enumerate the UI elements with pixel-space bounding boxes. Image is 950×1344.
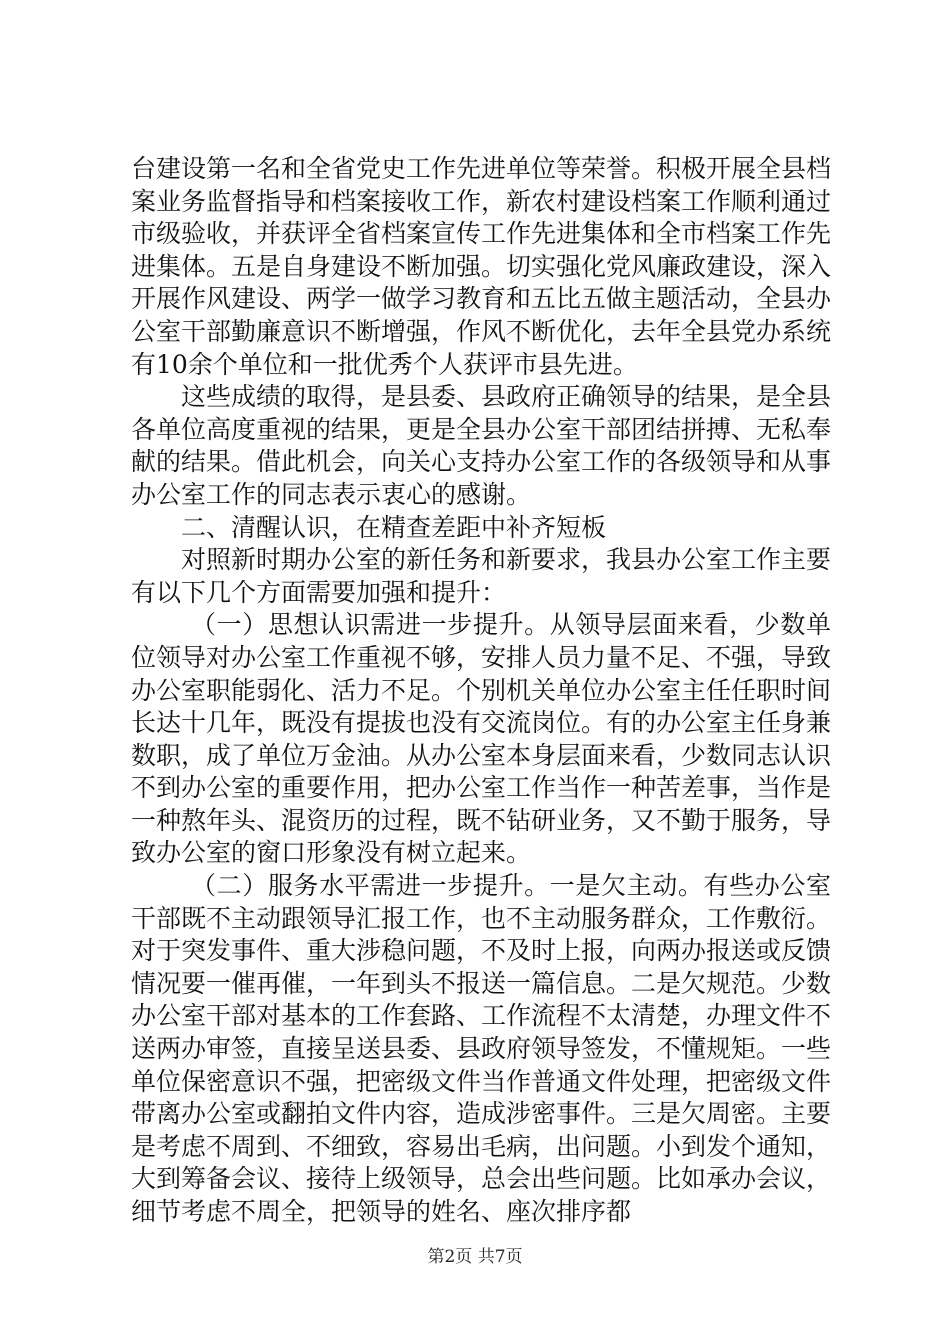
- paragraph-issue-1: （一）思想认识需进一步提升。从领导层面来看，少数单位领导对办公室工作重视不够，安排人员力量不足、不强，导致办公室职能弱化、活力不足。个别机关单位办公室主任任职时间长达十几年，既没有提拔也没有交流岗位。有的办公室主任身兼数职，成了单位万金油。从办公室本身层面来看，少数同志认识不到办公室的重要作用，把办公室工作当作一种苦差事，当作是一种熬年头、混资历的过程，既不钻研业务，又不勤于服务，导致办公室的窗口形象没有树立起来。: [131, 610, 832, 868]
- paragraph-intro-issues: 对照新时期办公室的新任务和新要求，我县办公室工作主要有以下几个方面需要加强和提升：: [131, 545, 832, 607]
- paragraph-achievements-continued: 台建设第一名和全省党史工作先进单位等荣誉。积极开展全县档案业务监督指导和档案接收工作，新农村建设档案工作顺利通过市级验收，并获评全省档案宣传工作先进集体和全市档案工作先进集体。五是自身建设不断加强。切实强化党风廉政建设，深入开展作风建设、两学一做学习教育和五比五做主题活动，全县办公室干部勤廉意识不断增强，作风不断优化，去年全县党办系统有10余个单位和一批优秀个人获评市县先进。: [131, 154, 832, 379]
- page-footer: 第2页 共7页: [427, 1247, 523, 1267]
- paragraph-issue-2: （二）服务水平需进一步提升。一是欠主动。有些办公室干部既不主动跟领导汇报工作，也不主动服务群众，工作敷衍。对于突发事件、重大涉稳问题，不及时上报，向两办报送或反馈情况要一催再催，一年到头不报送一篇信息。二是欠规范。少数办公室干部对基本的工作套路、工作流程不太清楚，办理文件不送两办审签，直接呈送县委、县政府领导签发，不懂规矩。一些单位保密意识不强，把密级文件当作普通文件处理，把密级文件带离办公室或翻拍文件内容，造成涉密事件。三是欠周密。主要是考虑不周到、不细致，容易出毛病，出问题。小到发个通知，大到筹备会议、接待上级领导，总会出些问题。比如承办会议，细节考虑不周全，把领导的姓名、座次排序都: [131, 871, 832, 1226]
- document-body: [131, 153, 831, 1229]
- paragraph-acknowledgement: 这些成绩的取得，是县委、县政府正确领导的结果，是全县各单位高度重视的结果，更是全县办公室干部团结拼搏、无私奉献的结果。借此机会，向关心支持办公室工作的各级领导和从事办公室工作的同志表示衷心的感谢。: [131, 382, 832, 509]
- section-heading-2: 二、清醒认识，在精查差距中补齐短板: [181, 512, 607, 542]
